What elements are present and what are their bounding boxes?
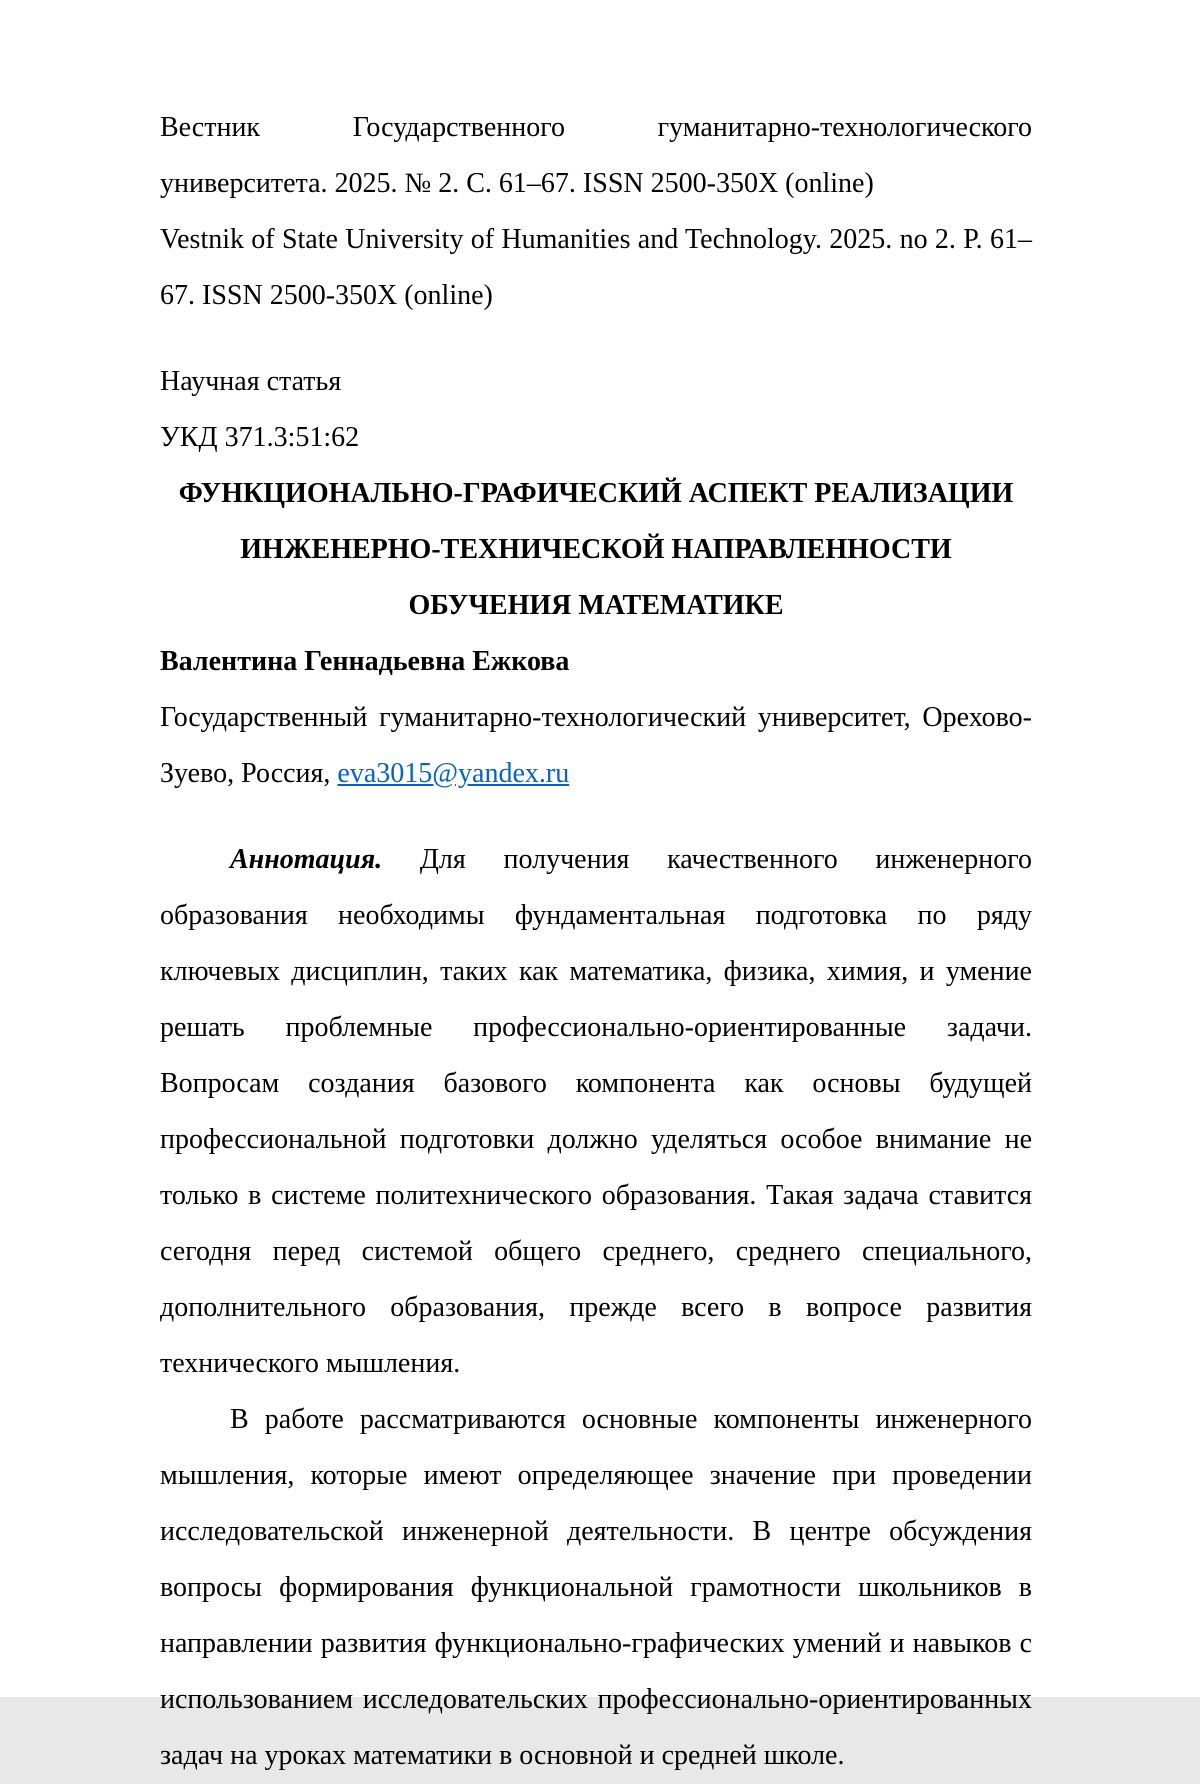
- author-name: Валентина Геннадьевна Ежкова: [160, 646, 570, 677]
- journal-header-ru: Вестник Государственного гуманитарно-технологического университета. 2025. № 2. С. 61–67. ISSN 2500-350X (online): [160, 112, 1032, 199]
- udc-code: УКД 371.3:51:62: [160, 422, 360, 453]
- abstract-label: Аннотация.: [230, 844, 383, 875]
- article-title-line-3: ОБУЧЕНИЯ МАТЕМАТИКЕ: [408, 590, 784, 621]
- abstract-text: Для получения качественного инженерного образования необходимы фундаментальная подготовка по ряду ключевых дисциплин, таких как математика, физика, химия, и умение решать проблемные профессионально-ориентированные задачи. Вопросам создания базового компонента как основы будущей профессиональной подготовки должно уделяться особое внимание не только в системе политехнического образования. Такая задача ставится сегодня перед системой общего среднего, среднего специального, дополнительного образования, прежде всего в вопросе развития технического мышления.: [160, 844, 1032, 1379]
- abstract-paragraph: [160, 832, 1032, 1392]
- article-title-line-1: ФУНКЦИОНАЛЬНО-ГРАФИЧЕСКИЙ АСПЕКТ РЕАЛИЗАЦИИ: [178, 478, 1014, 509]
- article-title: [160, 466, 1032, 634]
- affiliation: [160, 690, 1032, 802]
- article-type-label: Научная статья: [160, 366, 342, 397]
- journal-header-en: Vestnik of State University of Humanities and Technology. 2025. no 2. P. 61–67. ISSN 2500-350X (online): [160, 224, 1032, 311]
- article-title-line-2: ИНЖЕНЕРНО-ТЕХНИЧЕСКОЙ НАПРАВЛЕННОСТИ: [240, 534, 952, 565]
- author-email-link[interactable]: eva3015@yandex.ru: [337, 758, 570, 789]
- affiliation-text: Государственный гуманитарно-технологический университет, Орехово-Зуево, Россия,: [160, 702, 1032, 789]
- spacer: [160, 802, 1032, 832]
- spacer: [160, 324, 1032, 354]
- abstract-paragraph-2: В работе рассматриваются основные компоненты инженерного мышления, которые имеют определяющее значение при проведении исследовательской инженерной деятельности. В центре обсуждения вопросы формирования функциональной грамотности школьников в направлении развития функционально-графических умений и навыков с использованием исследовательских профессионально-ориентированных задач на уроках математики в основной и средней школе.: [160, 1404, 1032, 1771]
